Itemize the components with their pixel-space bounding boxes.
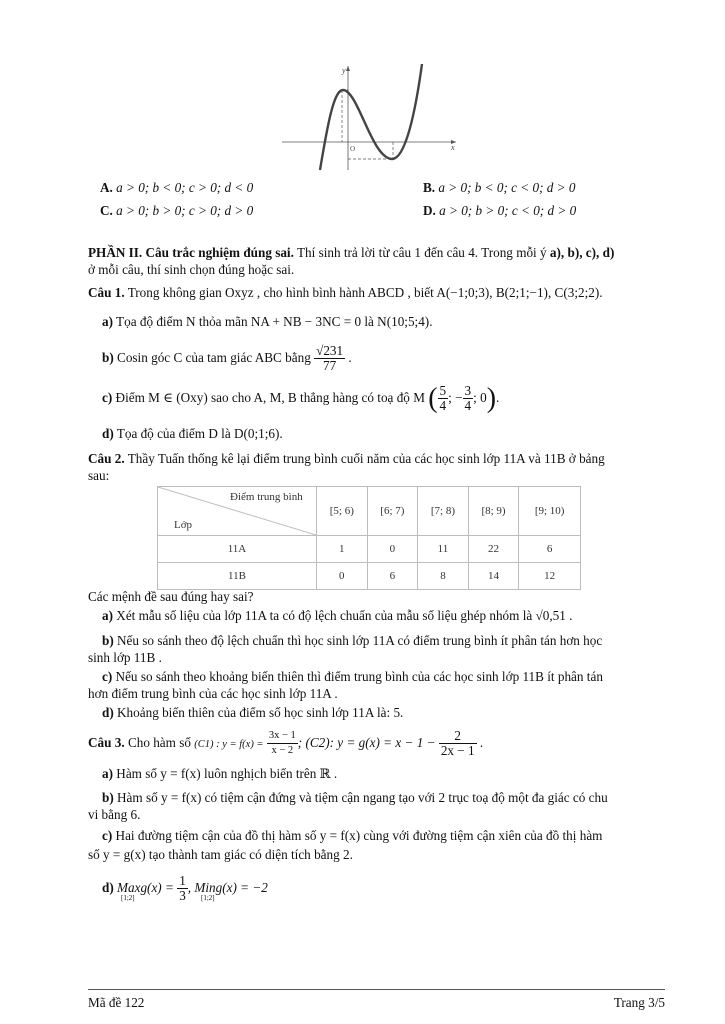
q3-c[interactable]: c) Hai đường tiệm cận của đồ thị hàm số y = f(x) cùng với đường tiệm cận xiên của đồ thị hàm — [102, 828, 603, 843]
q3-a[interactable]: a) Hàm số y = f(x) luôn nghịch biến trên ℝ . — [102, 766, 338, 781]
option-b[interactable]: B. a > 0; b < 0; c < 0; d > 0 — [423, 180, 576, 195]
table-header: [6; 7) — [367, 487, 418, 536]
q2-b-cont: sinh lớp 11B . — [88, 650, 162, 665]
x-axis-label: x — [451, 143, 455, 152]
q3-b-cont: vi bằng 6. — [88, 807, 141, 822]
part2-heading: PHẦN II. Câu trắc nghiệm đúng sai. Thí sinh trả lời từ câu 1 đến câu 4. Trong mỗi ý a), b), c), d) — [88, 245, 615, 260]
q3-c-cont: số y = g(x) tạo thành tam giác có diện tích bằng 2. — [88, 847, 353, 862]
part2-instruction: ở mỗi câu, thí sinh chọn đúng hoặc sai. — [88, 262, 295, 277]
q2-d[interactable]: d) Khoảng biến thiên của điểm số học sinh lớp 11A là: 5. — [102, 705, 404, 720]
q3-stem: Câu 3. Cho hàm số (C1) : y = f(x) = $\frac{3x - 1}{x - 2}$ ; (C2): y = g(x) = x − 1 − $\frac{2}{2x - 1}$ . — [88, 728, 484, 759]
q3-b[interactable]: b) Hàm số y = f(x) có tiệm cận đứng và tiệm cận ngang tạo với 2 trục toạ độ một đa giác có chu — [102, 790, 608, 805]
q1-b-fraction: $\frac{√231}{77}$ — [316, 343, 344, 374]
origin-label: O — [350, 145, 356, 153]
cubic-curve — [320, 64, 422, 170]
option-a[interactable]: A. a > 0; b < 0; c > 0; d < 0 — [100, 180, 254, 195]
table-corner-cell: Điểm trung bình Lớp — [158, 487, 317, 536]
score-table — [157, 486, 581, 590]
q2-c-cont: hơn điểm trung bình của các học sinh lớp 11A . — [88, 686, 338, 701]
y-axis-label: y — [342, 66, 346, 75]
option-d[interactable]: D. a > 0; b > 0; c < 0; d > 0 — [423, 203, 577, 218]
q2-b[interactable]: b) Nếu so sánh theo độ lệch chuẩn thì học sinh lớp 11A có điểm trung bình ít phân tán hơn học — [102, 633, 603, 648]
table-row: 11A 1 0 11 22 6 — [158, 536, 581, 563]
table-header: [5; 6) — [317, 487, 368, 536]
cubic-graph — [280, 62, 460, 174]
q1-stem: Câu 1. Trong không gian Oxyz , cho hình bình hành ABCD , biết A(−1;0;3), B(2;1;−1), C(3;2;2). — [88, 285, 603, 300]
q1-d[interactable]: d) Tọa độ của điểm D là D(0;1;6). — [102, 426, 283, 441]
footer-divider — [88, 989, 665, 990]
table-header: [8; 9) — [468, 487, 519, 536]
q2-stem-cont: sau: — [88, 468, 110, 483]
q3-d[interactable]: d) Maxg(x) = $\frac{1}{3}$ , Ming(x) = −2 [1;2] [1;2] — [102, 873, 268, 904]
q1-a[interactable]: a) Tọa độ điểm N thỏa mãn NA + NB − 3NC = 0 là N(10;5;4). — [102, 314, 433, 329]
footer-exam-code: Mã đề 122 — [88, 995, 145, 1010]
q2-c[interactable]: c) Nếu so sánh theo khoảng biến thiên thì điểm trung bình của các học sinh lớp 11B ít phân tán — [102, 669, 603, 684]
q2-a[interactable]: a) Xét mẫu số liệu của lớp 11A ta có độ lệch chuẩn của mẫu số liệu ghép nhóm là √0,51 . — [102, 608, 573, 623]
table-row: 11B 0 6 8 14 12 — [158, 563, 581, 590]
footer-page-number: Trang 3/5 — [613, 995, 665, 1010]
table-header: [9; 10) — [519, 487, 581, 536]
q1-b[interactable]: b) Cosin góc C của tam giác ABC bằng $\frac{√231}{77}$ . — [102, 343, 352, 374]
q2-question: Các mệnh đề sau đúng hay sai? — [88, 589, 254, 604]
q2-stem: Câu 2. Thầy Tuấn thống kê lại điểm trung bình cuối năm của các học sinh lớp 11A và 11B ở bảng — [88, 451, 605, 466]
table-header: [7; 8) — [418, 487, 469, 536]
option-c[interactable]: C. a > 0; b > 0; c > 0; d > 0 — [100, 203, 254, 218]
q1-c[interactable]: c) Điểm M ∈ (Oxy) sao cho A, M, B thẳng hàng có toạ độ M ( $\frac{5}{4}$ ; − $\frac{3}{4}$ ; 0). — [102, 382, 500, 414]
